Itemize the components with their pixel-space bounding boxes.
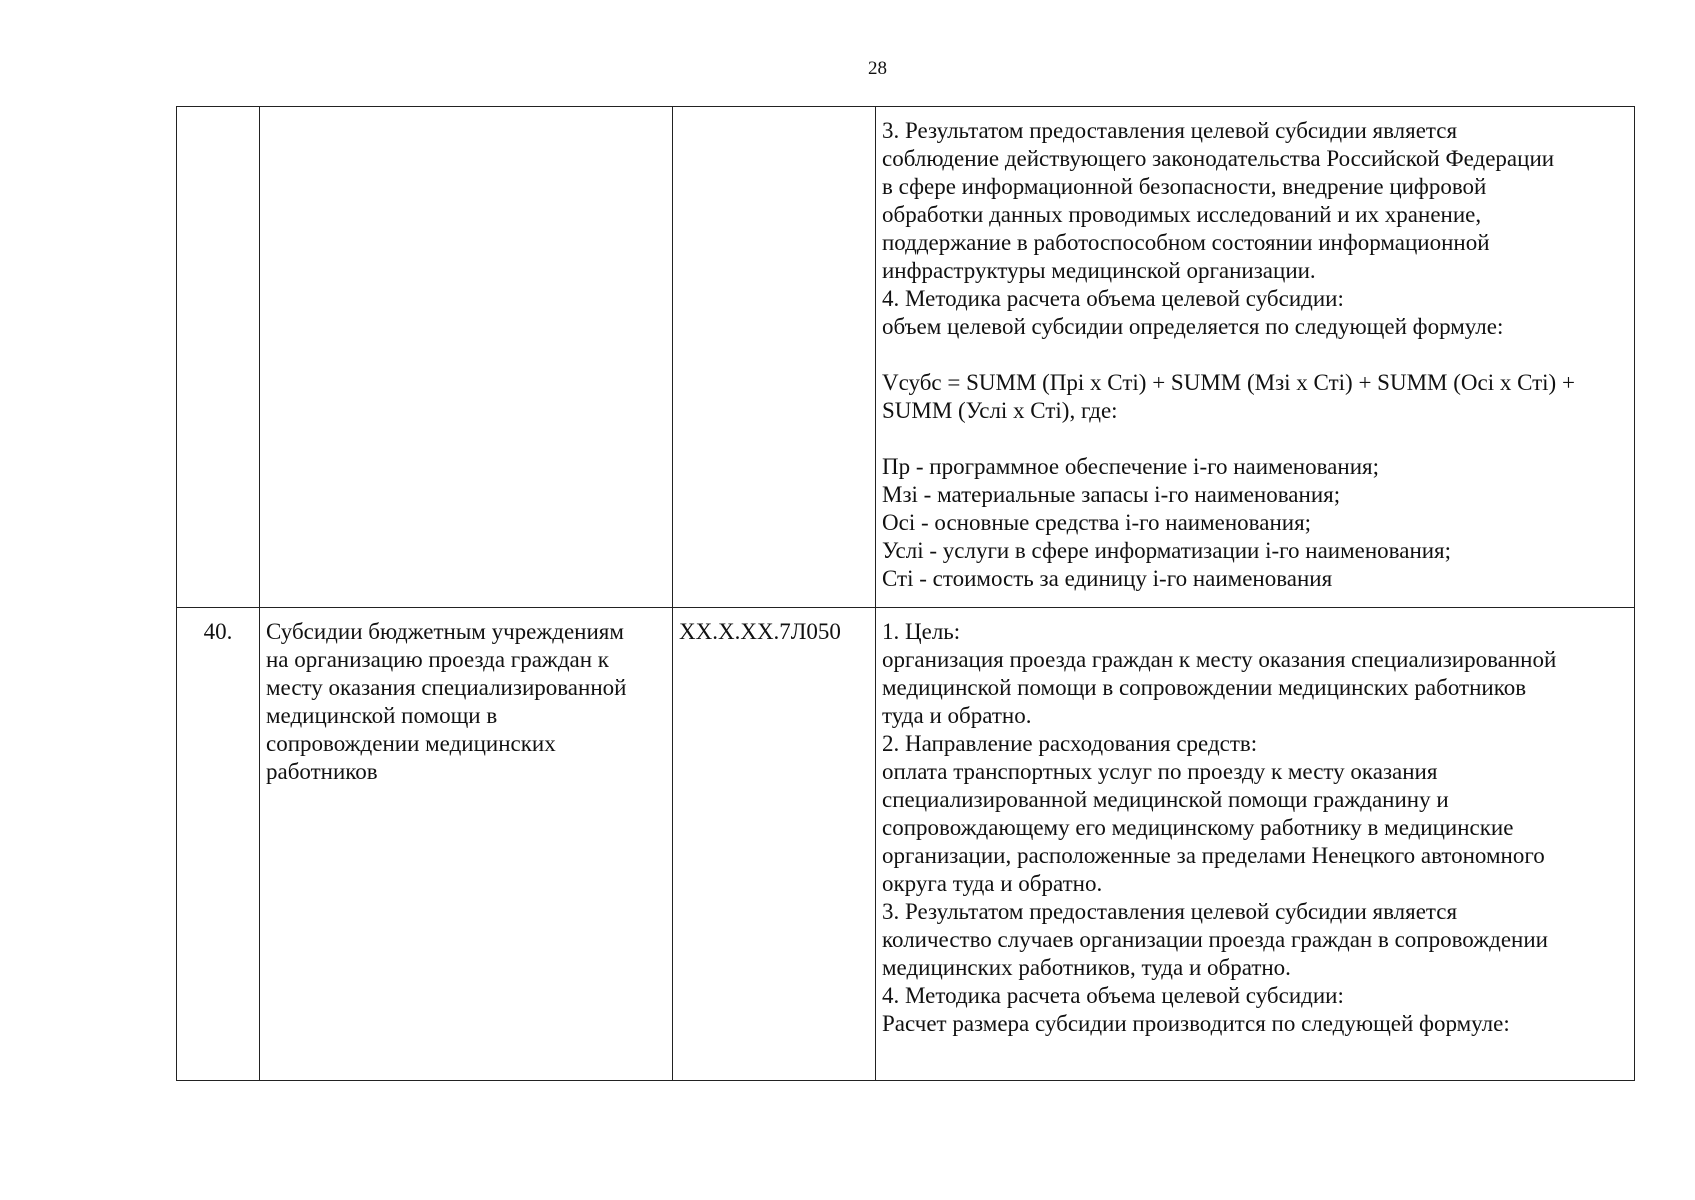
text-line: месту оказания специализированной xyxy=(266,675,627,700)
formula-line: SUMM (Услi x Стi), где: xyxy=(882,398,1118,423)
row-number-cell: 40. xyxy=(177,608,260,1081)
paragraph-gap xyxy=(882,341,1628,369)
text-line: Расчет размера субсидии производится по следующей формуле: xyxy=(882,1011,1510,1036)
page-number: 28 xyxy=(868,58,887,79)
text-line: в сфере информационной безопасности, внедрение цифровой xyxy=(882,174,1487,199)
text-line: 4. Методика расчета объема целевой субсидии: xyxy=(882,983,1344,1008)
text-line: оплата транспортных услуг по проезду к месту оказания xyxy=(882,759,1438,784)
text-line: сопровождающему его медицинскому работнику в медицинские xyxy=(882,815,1514,840)
text-line: туда и обратно. xyxy=(882,703,1032,728)
definition-line: Услi - услуги в сфере информатизации i-го наименования; xyxy=(882,538,1452,563)
description-cell xyxy=(876,107,1635,608)
budget-code-cell: XX.X.XX.7Л050 xyxy=(673,608,876,1081)
text-line: на организацию проезда граждан к xyxy=(266,647,609,672)
subsidy-name-cell xyxy=(260,608,673,1081)
text-line: 2. Направление расходования средств: xyxy=(882,731,1258,756)
budget-code-cell xyxy=(673,107,876,608)
description-cell xyxy=(876,608,1635,1081)
text-line: специализированной медицинской помощи гражданину и xyxy=(882,787,1449,812)
text-line: 3. Результатом предоставления целевой субсидии является xyxy=(882,899,1458,924)
text-line: объем целевой субсидии определяется по следующей формуле: xyxy=(882,314,1504,339)
text-line: сопровождении медицинских xyxy=(266,731,556,756)
text-line: соблюдение действующего законодательства Российской Федерации xyxy=(882,146,1555,171)
text-line: Субсидии бюджетным учреждениям xyxy=(266,619,624,644)
text-line: обработки данных проводимых исследований и их хранение, xyxy=(882,202,1482,227)
text-line: работников xyxy=(266,759,378,784)
text-line: медицинской помощи в xyxy=(266,703,498,728)
subsidy-name-cell xyxy=(260,107,673,608)
text-line: поддержание в работоспособном состоянии информационной xyxy=(882,230,1490,255)
text-line: организации, расположенные за пределами Ненецкого автономного xyxy=(882,843,1545,868)
table-row xyxy=(177,608,1635,1081)
table-row xyxy=(177,107,1635,608)
definition-line: Стi - стоимость за единицу i-го наименования xyxy=(882,566,1333,591)
text-line: 1. Цель: xyxy=(882,619,961,644)
text-line: количество случаев организации проезда граждан в сопровождении xyxy=(882,927,1548,952)
definition-line: Пр - программное обеспечение i-го наименования; xyxy=(882,454,1379,479)
row-number-cell xyxy=(177,107,260,608)
text-line: инфраструктуры медицинской организации. xyxy=(882,258,1316,283)
text-line: 4. Методика расчета объема целевой субсидии: xyxy=(882,286,1344,311)
text-line: медицинской помощи в сопровождении медицинских работников xyxy=(882,675,1527,700)
subsidy-table xyxy=(176,106,1635,1081)
formula-line: Vсубс = SUMM (Прi x Стi) + SUMM (Мзi x Стi) + SUMM (Осi x Стi) + xyxy=(882,370,1575,395)
definition-line: Осi - основные средства i-го наименования; xyxy=(882,510,1312,535)
text-line: 3. Результатом предоставления целевой субсидии является xyxy=(882,118,1458,143)
text-line: организация проезда граждан к месту оказания специализированной xyxy=(882,647,1557,672)
text-line: округа туда и обратно. xyxy=(882,871,1103,896)
paragraph-gap xyxy=(882,425,1628,453)
definition-line: Мзi - материальные запасы i-го наименования; xyxy=(882,482,1341,507)
text-line: медицинских работников, туда и обратно. xyxy=(882,955,1291,980)
